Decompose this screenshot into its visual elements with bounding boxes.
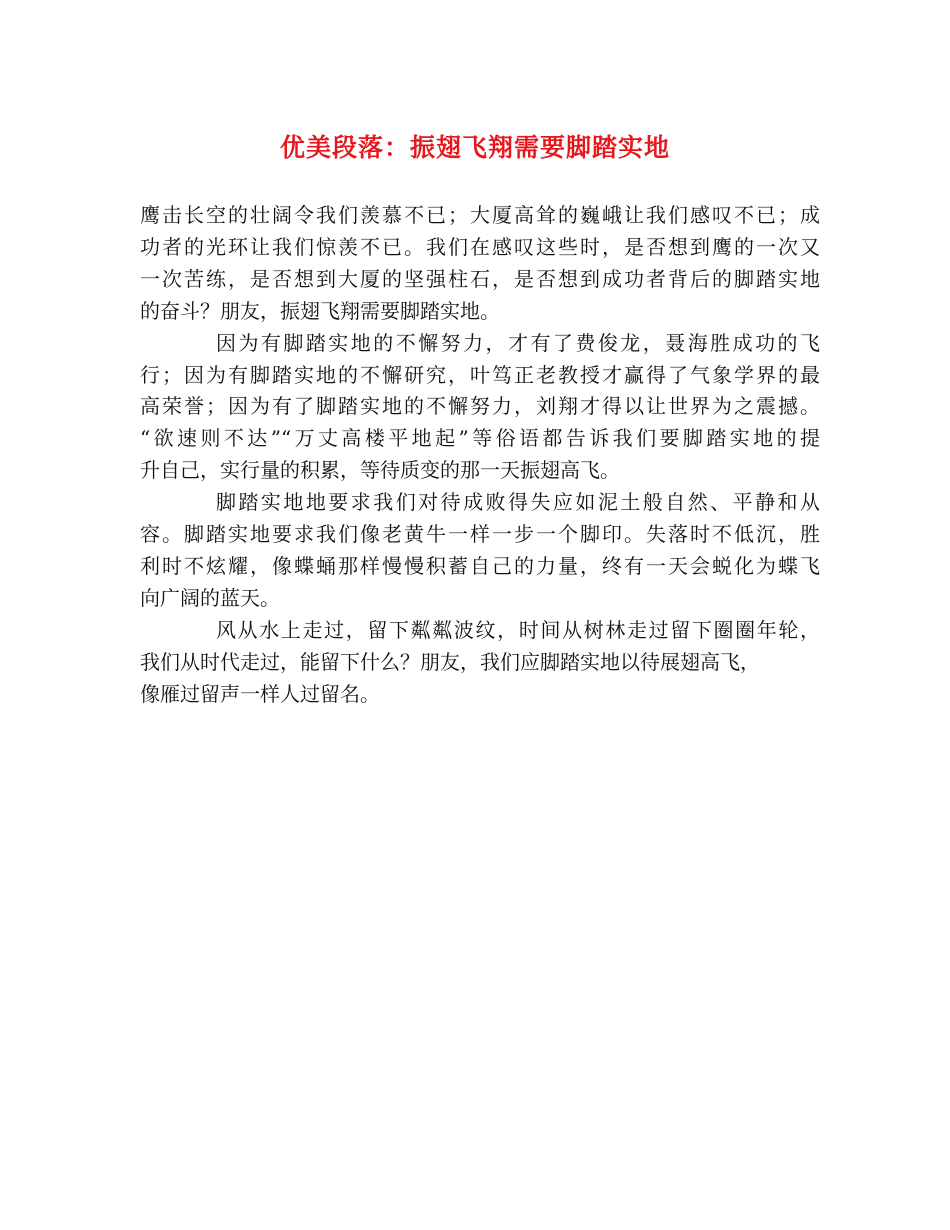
paragraph <box>140 615 820 711</box>
paragraph-line: 风从水上走过，留下粼粼波纹，时间从树林走过留下圈圈年轮， <box>216 617 820 642</box>
paragraph-line: 因为有脚踏实地的不懈努力，才有了费俊龙，聂海胜成功的飞 <box>216 330 820 355</box>
paragraph-line: 容。脚踏实地要求我们像老黄牛一样一步一个脚印。失落时不低沉，胜 <box>140 522 820 547</box>
paragraph-line: 向广阔的蓝天。 <box>140 585 280 610</box>
document-body <box>140 200 820 711</box>
paragraph-line: 一次苦练，是否想到大厦的坚强柱石，是否想到成功者背后的脚踏实地 <box>140 266 820 291</box>
paragraph-line: 像雁过留声一样人过留名。 <box>140 681 380 706</box>
paragraph-line: 我们从时代走过，能留下什么？朋友，我们应脚踏实地以待展翅高飞， <box>140 649 760 674</box>
paragraph-line: 利时不炫耀，像蝶蛹那样慢慢积蓄自己的力量，终有一天会蜕化为蝶飞 <box>140 553 820 578</box>
paragraph <box>140 487 820 615</box>
paragraph <box>140 328 820 488</box>
paragraph-line: 功者的光环让我们惊羡不已。我们在感叹这些时，是否想到鹰的一次又 <box>140 234 820 259</box>
paragraph-line: 行；因为有脚踏实地的不懈研究，叶笃正老教授才赢得了气象学界的最 <box>140 362 820 387</box>
paragraph-line: 鹰击长空的壮阔令我们羡慕不已；大厦高耸的巍峨让我们感叹不已；成 <box>140 203 820 227</box>
paragraph <box>140 200 820 328</box>
paragraph-line: 脚踏实地地要求我们对待成败得失应如泥土般自然、平静和从 <box>216 490 820 515</box>
paragraph-line: “欲速则不达”“万丈高楼平地起”等俗语都告诉我们要脚踏实地的提 <box>140 426 820 451</box>
paragraph-line: 高荣誉；因为有了脚踏实地的不懈努力，刘翔才得以让世界为之震撼。 <box>140 394 820 419</box>
document-title: 优美段落：振翅飞翔需要脚踏实地 <box>279 133 670 162</box>
paragraph-line: 升自己，实行量的积累，等待质变的那一天振翅高飞。 <box>140 458 620 483</box>
paragraph-line: 的奋斗？朋友，振翅飞翔需要脚踏实地。 <box>140 298 500 323</box>
